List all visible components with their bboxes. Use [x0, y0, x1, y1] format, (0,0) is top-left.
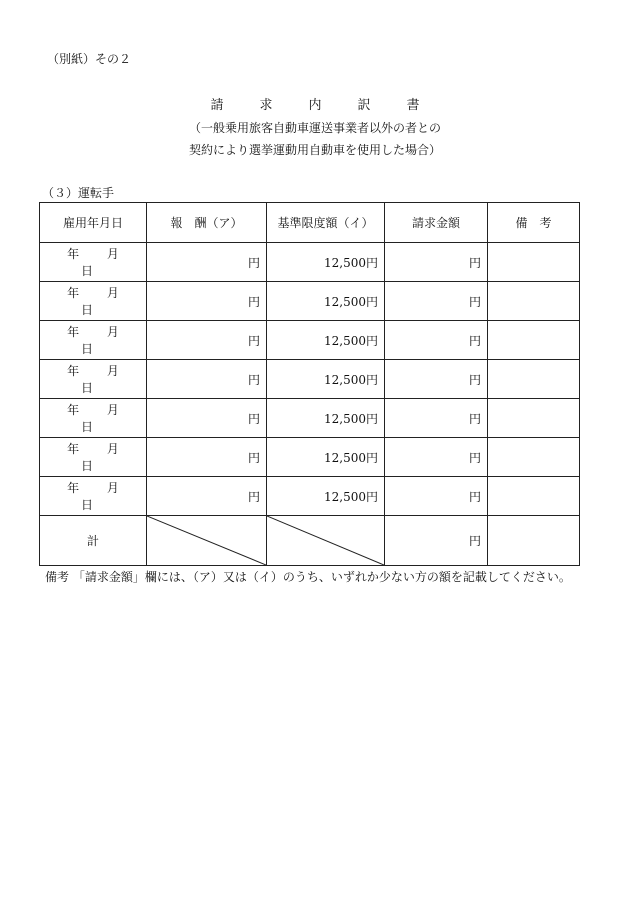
header-remuneration: 報 酬（ア） [147, 203, 267, 243]
limit-cell: 12,500円 [267, 360, 385, 399]
remuneration-cell[interactable]: 円 [147, 243, 267, 282]
header-employment-date: 雇用年月日 [40, 203, 147, 243]
document-title: 請求内訳書 [210, 98, 456, 113]
limit-total-struck-cell [267, 516, 385, 566]
driver-claim-table [39, 202, 580, 566]
remarks-total-cell[interactable] [488, 516, 580, 566]
employment-date-cell[interactable]: 年 月 日 [40, 282, 147, 321]
diagonal-strike [147, 516, 266, 565]
table-row [40, 399, 580, 438]
diagonal-strike [267, 516, 384, 565]
limit-cell: 12,500円 [267, 282, 385, 321]
header-remarks: 備 考 [488, 203, 580, 243]
subtitle-line-2: 契約により選挙運動用自動車を使用した場合） [188, 143, 441, 157]
subtitle-line-1: （一般乗用旅客自動車運送事業者以外の者との [188, 121, 441, 135]
header-claim-amount: 請求金額 [385, 203, 488, 243]
limit-cell: 12,500円 [267, 399, 385, 438]
remarks-cell[interactable] [488, 243, 580, 282]
employment-date-cell[interactable]: 年 月 日 [40, 243, 147, 282]
remarks-cell[interactable] [488, 399, 580, 438]
claim-total-cell[interactable]: 円 [385, 516, 488, 566]
claim-cell[interactable]: 円 [385, 321, 488, 360]
claim-cell[interactable]: 円 [385, 243, 488, 282]
remuneration-cell[interactable]: 円 [147, 477, 267, 516]
remuneration-cell[interactable]: 円 [147, 282, 267, 321]
limit-cell: 12,500円 [267, 243, 385, 282]
claim-cell[interactable]: 円 [385, 360, 488, 399]
table-header-row [40, 203, 580, 243]
total-label: 計 [40, 516, 147, 566]
table-row [40, 477, 580, 516]
limit-cell: 12,500円 [267, 438, 385, 477]
attachment-label: （別紙）その２ [47, 52, 132, 66]
remarks-cell[interactable] [488, 321, 580, 360]
table-row [40, 360, 580, 399]
section-label: （３）運転手 [42, 186, 115, 200]
table-row [40, 243, 580, 282]
limit-cell: 12,500円 [267, 477, 385, 516]
claim-cell[interactable]: 円 [385, 477, 488, 516]
claim-cell[interactable]: 円 [385, 438, 488, 477]
limit-cell: 12,500円 [267, 321, 385, 360]
claim-cell[interactable]: 円 [385, 399, 488, 438]
claim-cell[interactable]: 円 [385, 282, 488, 321]
employment-date-cell[interactable]: 年 月 日 [40, 360, 147, 399]
employment-date-cell[interactable]: 年 月 日 [40, 321, 147, 360]
employment-date-cell[interactable]: 年 月 日 [40, 477, 147, 516]
total-row [40, 516, 580, 566]
remuneration-total-struck-cell [147, 516, 267, 566]
table-row [40, 438, 580, 477]
remuneration-cell[interactable]: 円 [147, 399, 267, 438]
employment-date-cell[interactable]: 年 月 日 [40, 399, 147, 438]
remuneration-cell[interactable]: 円 [147, 321, 267, 360]
header-limit: 基準限度額（イ） [267, 203, 385, 243]
remarks-cell[interactable] [488, 282, 580, 321]
remarks-note: 備考 「請求金額」欄には、（ア）又は（イ）のうち、いずれか少ない方の額を記載してください。 [45, 570, 571, 584]
remuneration-cell[interactable]: 円 [147, 438, 267, 477]
remarks-cell[interactable] [488, 360, 580, 399]
table-row [40, 321, 580, 360]
employment-date-cell[interactable]: 年 月 日 [40, 438, 147, 477]
remuneration-cell[interactable]: 円 [147, 360, 267, 399]
table-row [40, 282, 580, 321]
remarks-cell[interactable] [488, 438, 580, 477]
remarks-cell[interactable] [488, 477, 580, 516]
